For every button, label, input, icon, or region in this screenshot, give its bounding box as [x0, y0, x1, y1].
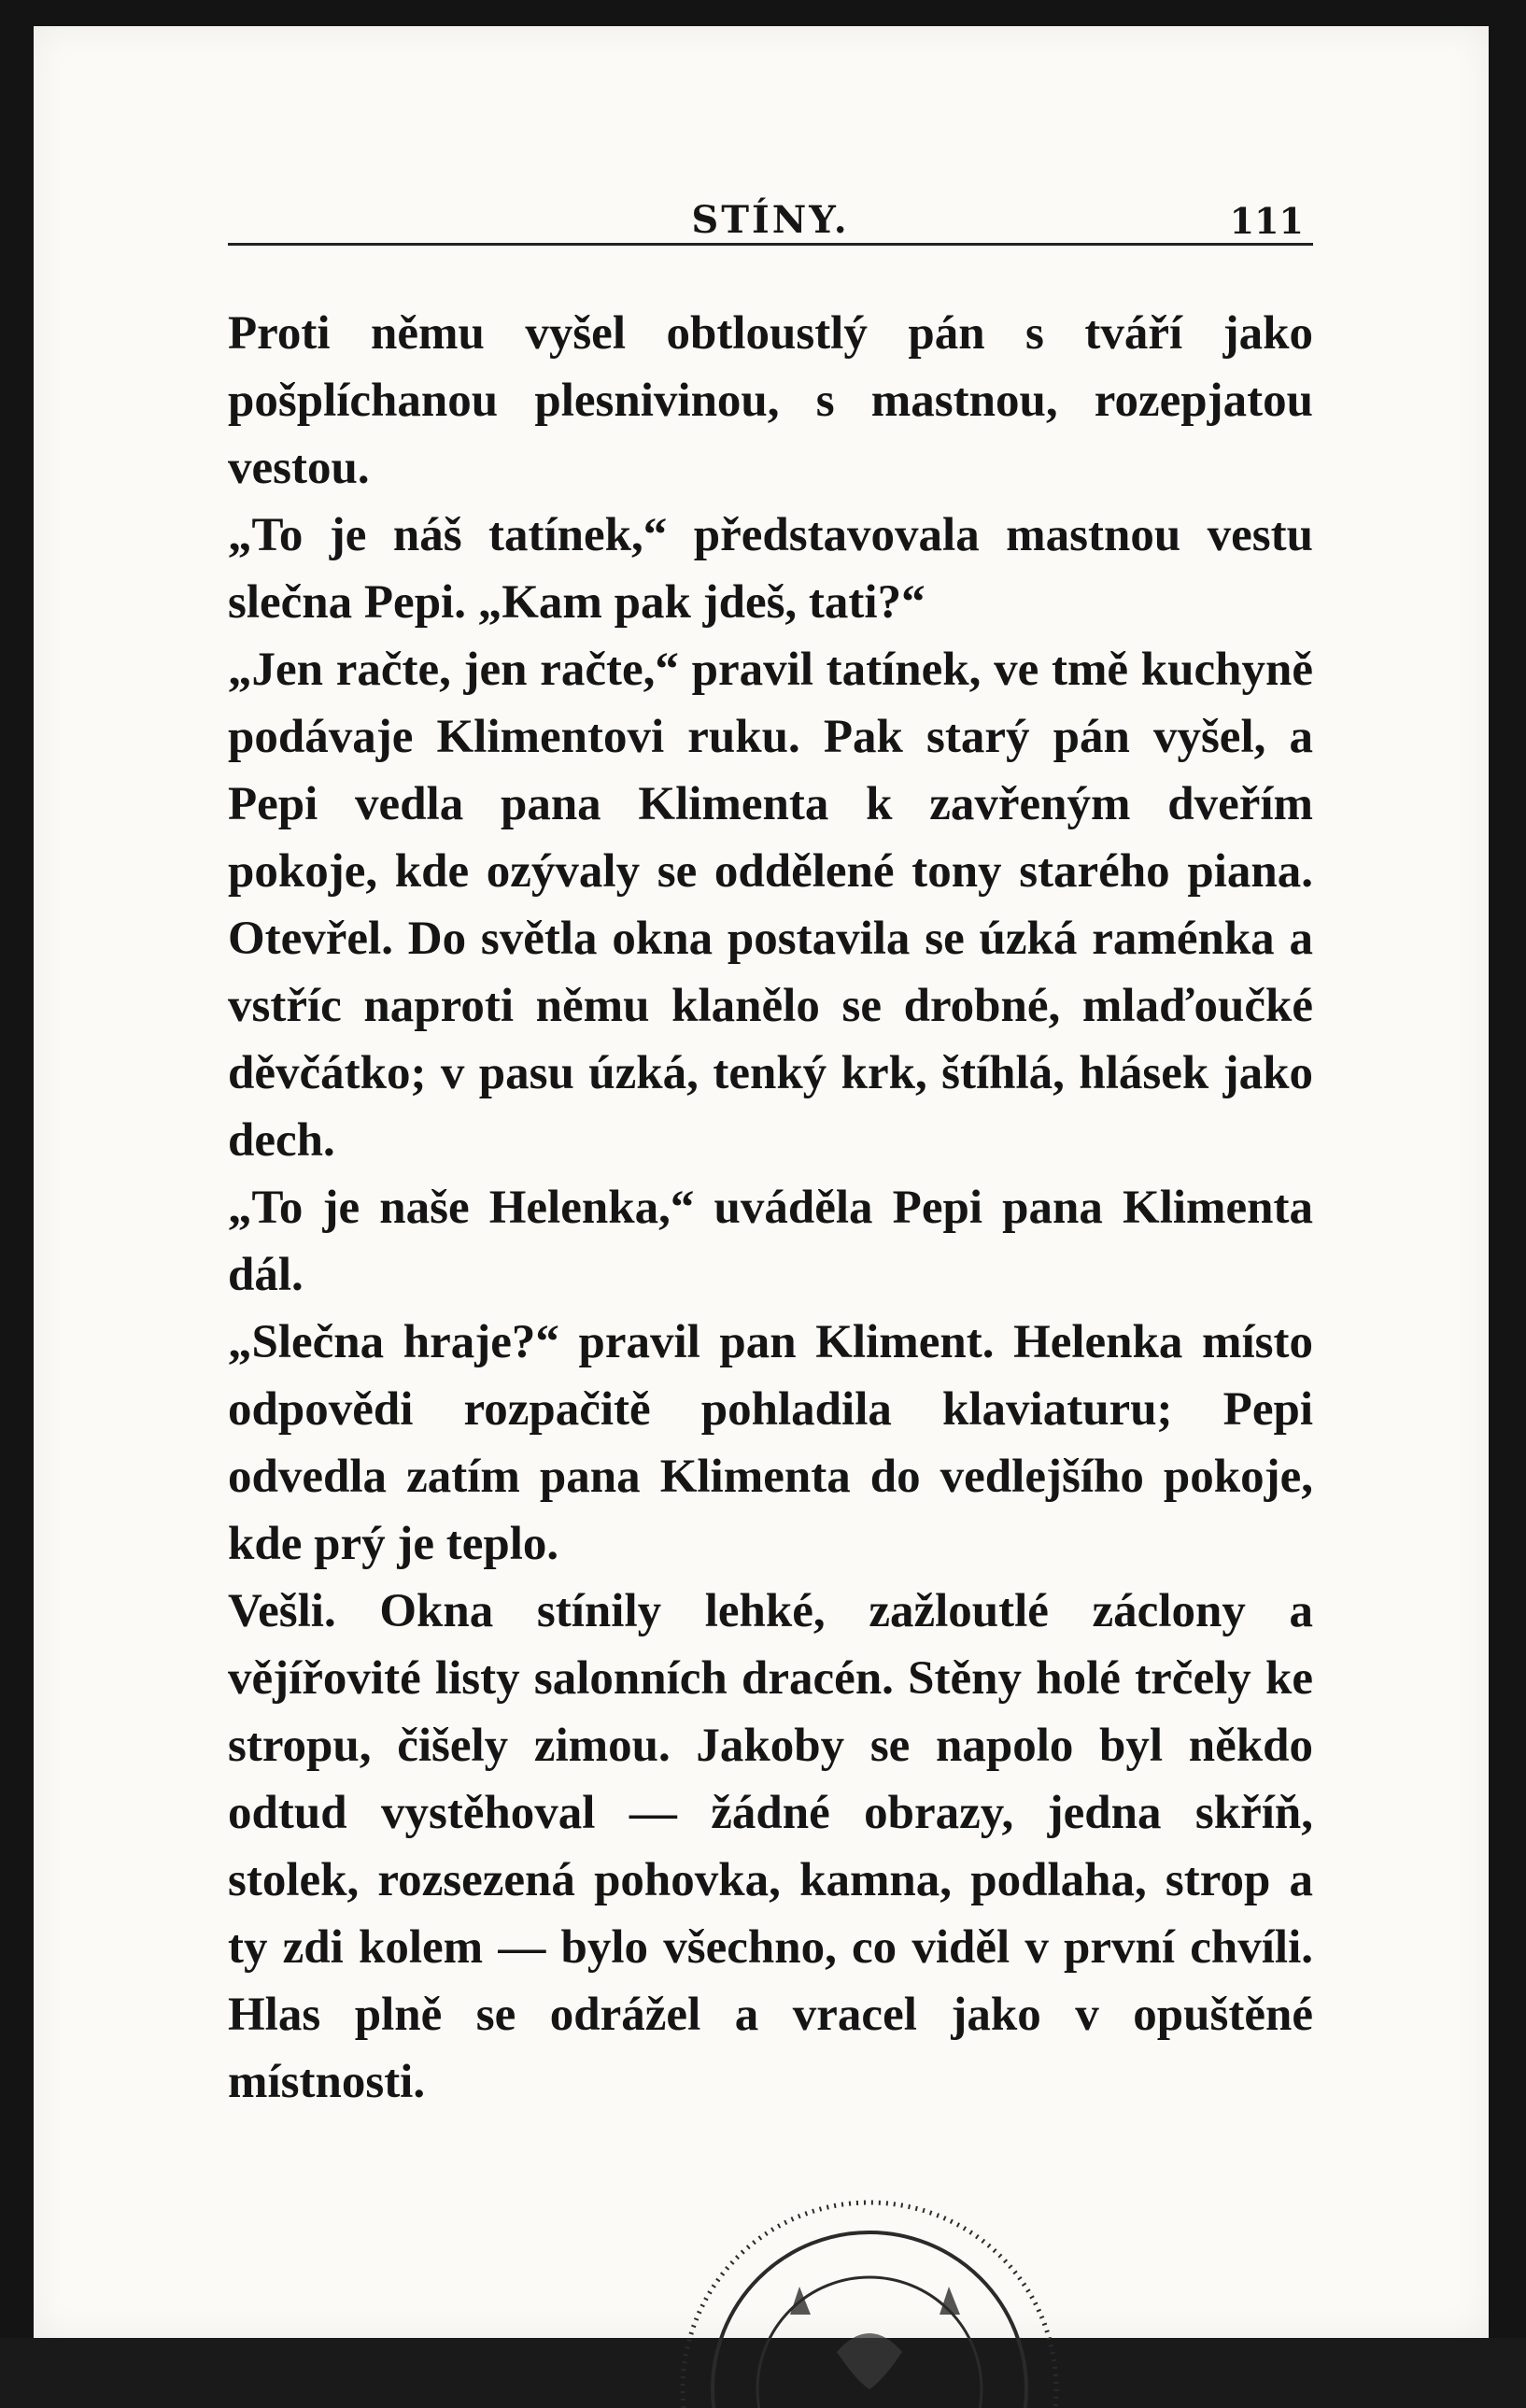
paragraph: Vešli. Okna stínily lehké, zažloutlé záclony a vějířovité listy salonních dracén. Stěny holé trčely ke stropu, čišely zimou. Jakoby se napolo byl někdo odtud vystěhoval — žádné obrazy, jedna skříň, stolek, rozsezená pohovka, kamna, podlaha, strop a ty zdi kolem — bylo všechno, co viděl v první chvíli. Hlas plně se odrážel a vracel jako v opuštěné místnosti.: [228, 1585, 1313, 2108]
paragraph: „To je naše Helenka,“ uváděla Pepi pana Klimenta dál.: [228, 1182, 1313, 1301]
header-rule: [228, 243, 1313, 246]
text-block: [228, 176, 1313, 2116]
stamp-graphic: [650, 2165, 1089, 2408]
page-number: 111: [1229, 200, 1304, 242]
paragraph: „Jen račte, jen račte,“ pravil tatínek, ve tmě kuchyně podávaje Klimentovi ruku. Pak starý pán vyšel, a Pepi vedla pana Klimenta k zavřeným dveřím pokoje, kde ozývaly se oddělené tony starého piana. Otevřel. Do světla okna postavila se úzká raménka a vstříc naproti němu klanělo se drobné, mlaďoučké děvčátko; v pasu úzká, tenký krk, štíhlá, hlásek jako dech.: [228, 644, 1313, 1167]
paragraph: „Slečna hraje?“ pravil pan Kliment. Helenka místo odpovědi rozpačitě pohladila klaviaturu; Pepi odvedla zatím pana Klimenta do vedlejšího pokoje, kde prý je teplo.: [228, 1316, 1313, 1570]
body-text: [228, 300, 1313, 2116]
library-stamp: [650, 2165, 1089, 2408]
running-header: [228, 176, 1313, 243]
paragraph: Proti němu vyšel obtloustlý pán s tváří jako pošplíchanou plesnivinou, s mastnou, rozepjatou vestou.: [228, 307, 1313, 494]
book-page: [34, 26, 1489, 2338]
running-title: STÍNY.: [691, 198, 850, 242]
paragraph: „To je náš tatínek,“ představovala mastnou vestu slečna Pepi. „Kam pak jdeš, tati?“: [228, 509, 1313, 629]
